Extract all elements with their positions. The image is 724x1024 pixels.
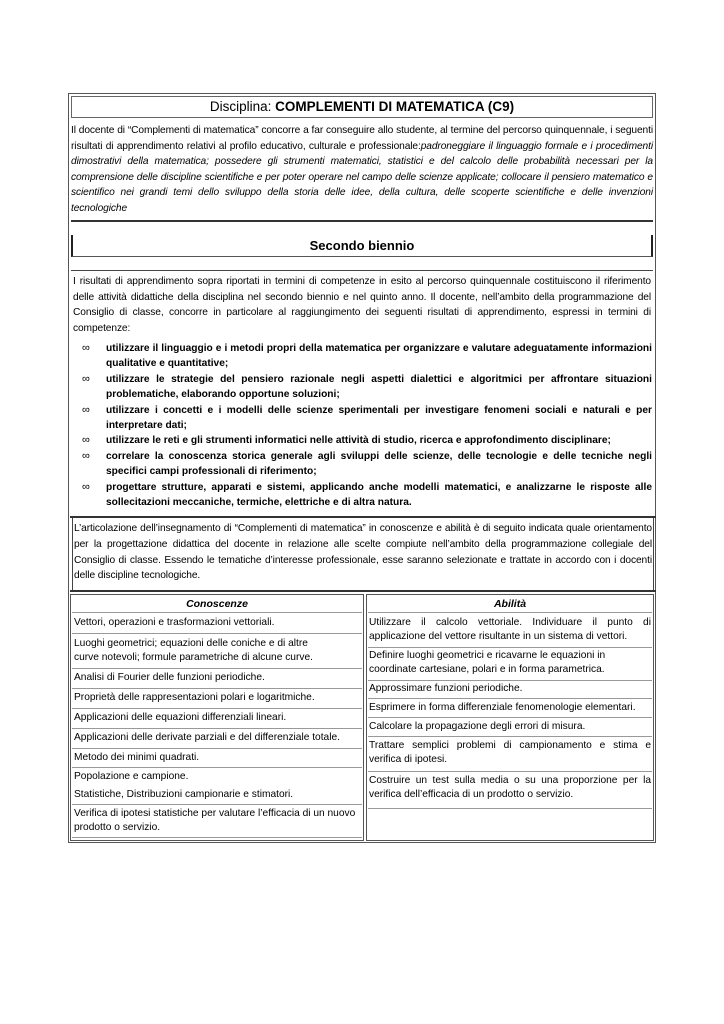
knowledge-item-rule bbox=[72, 748, 362, 749]
skill-item-rule bbox=[368, 736, 652, 737]
knowledge-item: Applicazioni delle equazioni differenziali lineari. bbox=[74, 712, 287, 723]
discipline-name: COMPLEMENTI DI MATEMATICA (C9) bbox=[275, 99, 515, 114]
skill-item: Approssimare funzioni periodiche. bbox=[369, 683, 523, 694]
knowledge-header-rule bbox=[72, 612, 362, 613]
articulation-right-rule bbox=[653, 518, 654, 590]
knowledge-item: Vettori, operazioni e trasformazioni vettoriali. bbox=[74, 617, 275, 628]
competence-item: ∞ utilizzare i concetti e i modelli delle scienze sperimentali per investigare fenomeni sociali e naturali e per interpretare dati; bbox=[82, 403, 652, 432]
articulation-paragraph: L’articolazione dell’insegnamento di “Complementi di matematica” in conoscenze e abilità è di seguito indicata quale orientamento per la progettazione didattica del docente in relazione alle scelte compiute nell’ambito della programmazione collegiale del Consiglio di classe. Essendo le tematiche d’interesse professionale, esse saranno selezionate e trattate in accordo con i docenti delle discipline tecnologiche. bbox=[74, 523, 652, 582]
skill-item-rule bbox=[368, 808, 652, 809]
knowledge-item: Verifica di ipotesi statistiche per valutare l’efficacia di un nuovo prodotto o servizio. bbox=[74, 808, 356, 834]
infinity-bullet-icon: ∞ bbox=[82, 434, 90, 447]
competence-item: ∞ progettare strutture, apparati e sistemi, applicando anche modelli matematici, e analizzarne le risposte alle sollecitazioni meccaniche, termiche, elettriche e di altra natura. bbox=[82, 480, 652, 509]
competence-item: ∞ utilizzare le reti e gli strumenti informatici nelle attività di studio, ricerca e approfondimento disciplinare; bbox=[82, 433, 652, 448]
skill-item-rule bbox=[368, 717, 652, 718]
knowledge-item: Luoghi geometrici; equazioni delle coniche e di altre curve notevoli; formule parametriche di alcune curve. bbox=[74, 638, 313, 664]
discipline-title bbox=[71, 96, 653, 118]
infinity-bullet-icon: ∞ bbox=[82, 372, 90, 385]
knowledge-item-rule bbox=[72, 728, 362, 729]
skill-item-rule bbox=[368, 698, 652, 699]
knowledge-item-rule bbox=[72, 708, 362, 709]
intro-bottom-rule bbox=[71, 220, 653, 222]
knowledge-item-rule bbox=[72, 767, 362, 768]
knowledge-item: Analisi di Fourier delle funzioni periodiche. bbox=[74, 672, 265, 683]
skill-item-rule bbox=[368, 680, 652, 681]
table-top-rule bbox=[70, 590, 656, 592]
skill-item: Calcolare la propagazione degli errori di misura. bbox=[369, 721, 586, 732]
knowledge-item-rule bbox=[72, 804, 362, 805]
skills-header-rule bbox=[368, 612, 652, 613]
competence-list bbox=[82, 341, 652, 510]
competence-item: ∞ correlare la conoscenza storica generale agli sviluppi delle scienze, delle tecnologie e delle tecniche negli specifici campi professionali di riferimento; bbox=[82, 449, 652, 478]
intro-paragraph bbox=[71, 123, 653, 217]
knowledge-item: Applicazioni delle derivate parziali e del differenziale totale. bbox=[74, 732, 340, 743]
infinity-bullet-icon: ∞ bbox=[82, 480, 90, 493]
discipline-prefix: Disciplina: bbox=[209, 99, 276, 114]
infinity-bullet-icon: ∞ bbox=[82, 403, 90, 416]
intro-italic: padroneggiare il linguaggio formale e i procedimenti dimostrativi della matematica; possedere gli strumenti matematici, statistici e del calcolo delle probabilità necessari per la comprensione delle discipline scientifiche e per poter operare nel campo delle scienze applicate; collocare il pensiero matematico e scientifico nei grandi temi dello sviluppo della storia delle idee, della cultura, delle scoperte scientifiche e delle invenzioni tecnologiche bbox=[71, 140, 653, 214]
articulation-left-rule bbox=[72, 518, 73, 590]
section-title: Secondo biennio bbox=[71, 235, 653, 257]
skill-item-rule bbox=[368, 771, 652, 772]
knowledge-item-rule bbox=[72, 837, 362, 838]
skill-item: Definire luoghi geometrici e ricavarne le equazioni in coordinate cartesiane, polari e in forma parametrica. bbox=[369, 650, 606, 676]
knowledge-item-rule bbox=[72, 633, 362, 634]
knowledge-item-rule bbox=[72, 668, 362, 669]
skill-item: Utilizzare il calcolo vettoriale. Individuare il punto di applicazione del vettore risultante in un sistema di vettori. bbox=[369, 617, 651, 643]
knowledge-item: Metodo dei minimi quadrati. bbox=[74, 752, 200, 763]
results-intro: I risultati di apprendimento sopra riportati in termini di competenze in esito al percorso quinquennale costituiscono il riferimento delle attività didattiche della disciplina nel secondo biennio e nel quinto anno. Il docente, nell’ambito della programmazione del Consiglio di classe, concorre in particolare al raggiungimento dei seguenti risultati di apprendimento, espressi in termini di competenze: bbox=[73, 276, 651, 334]
skills-header: Abilità bbox=[493, 598, 527, 610]
articulation-top-rule bbox=[70, 516, 656, 518]
knowledge-item: Popolazione e campione. bbox=[74, 771, 189, 782]
knowledge-item: Statistiche, Distribuzioni campionarie e stimatori. bbox=[74, 789, 294, 800]
skill-item: Costruire un test sulla media o su una proporzione per la verifica dell’efficacia di un prodotto o servizio. bbox=[369, 775, 651, 801]
results-top-rule bbox=[71, 270, 653, 271]
skill-item: Esprimere in forma differenziale fenomenologie elementari. bbox=[369, 702, 636, 713]
infinity-bullet-icon: ∞ bbox=[82, 342, 90, 354]
knowledge-header: Conoscenze bbox=[186, 598, 248, 610]
intro-plain: Il docente di “Complementi di matematica” concorre a far conseguire allo studente, al termine del percorso quinquennale, i seguenti risultati di apprendimento relativi al profilo educativo, culturale e professionale: bbox=[71, 125, 653, 152]
knowledge-item-rule bbox=[72, 688, 362, 689]
competence-item: ∞ utilizzare le strategie del pensiero razionale negli aspetti dialettici e algoritmici per affrontare situazioni problematiche, elaborando opportune soluzioni; bbox=[82, 372, 652, 401]
knowledge-item: Proprietà delle rappresentazioni polari e logaritmiche. bbox=[74, 692, 315, 703]
infinity-bullet-icon: ∞ bbox=[82, 449, 90, 462]
skill-item-rule bbox=[368, 647, 652, 648]
skill-item: Trattare semplici problemi di campionamento e stima e verifica di ipotesi. bbox=[369, 740, 651, 766]
competence-item: ∞ utilizzare il linguaggio e i metodi propri della matematica per organizzare e valutare adeguatamente informazioni qualitative e quantitative; bbox=[82, 342, 652, 370]
